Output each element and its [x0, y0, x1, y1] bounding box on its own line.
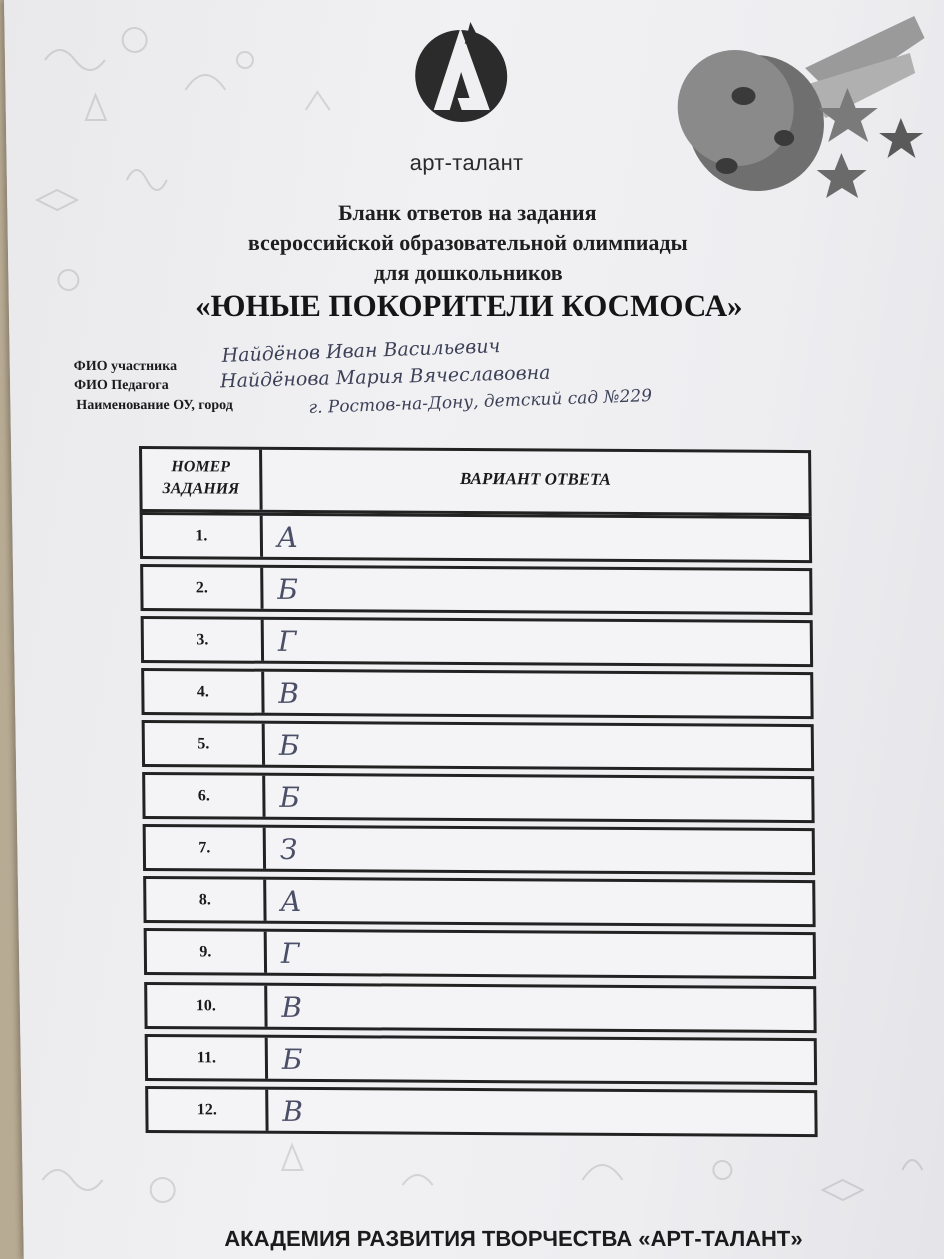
brand-name: арт-талант [409, 150, 524, 175]
header-num-line1: НОМЕР [171, 458, 231, 476]
answers-table [139, 446, 826, 1140]
handwritten-answer: А [276, 520, 299, 554]
task-number: 8. [146, 879, 266, 921]
table-row [144, 982, 817, 1033]
handwritten-answer: А [280, 884, 302, 918]
task-number: 12. [148, 1089, 268, 1131]
teacher-label: ФИО Педагога [73, 378, 169, 393]
table-row [143, 824, 816, 875]
table-row [142, 772, 815, 823]
footer-academy: АКАДЕМИЯ РАЗВИТИЯ ТВОРЧЕСТВА «АРТ-ТАЛАНТ» [224, 1226, 803, 1251]
header-num-line2: ЗАДАНИЯ [162, 480, 240, 498]
heading-line-3: для дошкольников [373, 260, 563, 285]
task-number: 5. [145, 723, 265, 765]
header-task-number [142, 449, 263, 510]
heading-line-2: всероссийской образовательной олимпиады [247, 230, 688, 255]
task-number: 2. [143, 567, 263, 609]
handwritten-answer: Б [277, 572, 299, 606]
heading-line-1: Бланк ответов на задания [337, 200, 597, 225]
handwritten-answer: Г [280, 936, 300, 970]
table-row [144, 928, 817, 979]
table-header [139, 446, 812, 516]
handwritten-answer: В [278, 676, 300, 710]
handwritten-answer: Б [278, 728, 300, 762]
handwritten-answer: Б [281, 1042, 303, 1076]
table-row [143, 876, 816, 927]
table-row [142, 720, 815, 771]
task-number: 9. [147, 931, 267, 973]
answer-sheet [4, 0, 944, 1259]
school-label: Наименование ОУ, город [76, 398, 233, 413]
task-number: 6. [145, 775, 265, 817]
art-talant-logo-icon [412, 14, 510, 134]
task-number: 7. [146, 827, 266, 869]
task-number: 1. [143, 515, 263, 557]
table-row [145, 1086, 818, 1137]
task-number: 4. [144, 671, 264, 713]
handwritten-answer: В [281, 990, 303, 1024]
participant-label: ФИО участника [73, 359, 178, 374]
handwritten-answer: В [282, 1094, 304, 1128]
table-row [140, 512, 813, 563]
table-row [141, 616, 814, 667]
handwritten-answer: Г [277, 624, 297, 658]
table-row [141, 668, 814, 719]
handwritten-answer: З [279, 832, 298, 866]
table-row [140, 564, 813, 615]
planet-stars-icon [674, 8, 937, 218]
header-answer-variant: ВАРИАНТ ОТВЕТА [459, 468, 611, 489]
teacher-name: Найдёнова Мария Вячеславовна [219, 361, 551, 393]
task-number: 3. [144, 619, 264, 661]
form-heading [157, 198, 778, 288]
task-number: 11. [148, 1037, 268, 1079]
school-name: г. Ростов-на-Дону, детский сад №229 [308, 386, 653, 418]
participant-name: Найдёнов Иван Васильевич [221, 335, 501, 367]
olympiad-title: «ЮНЫЕ ПОКОРИТЕЛИ КОСМОСА» [194, 288, 743, 323]
table-row [145, 1034, 818, 1085]
handwritten-answer: Б [279, 780, 301, 814]
task-number: 10. [147, 985, 267, 1027]
